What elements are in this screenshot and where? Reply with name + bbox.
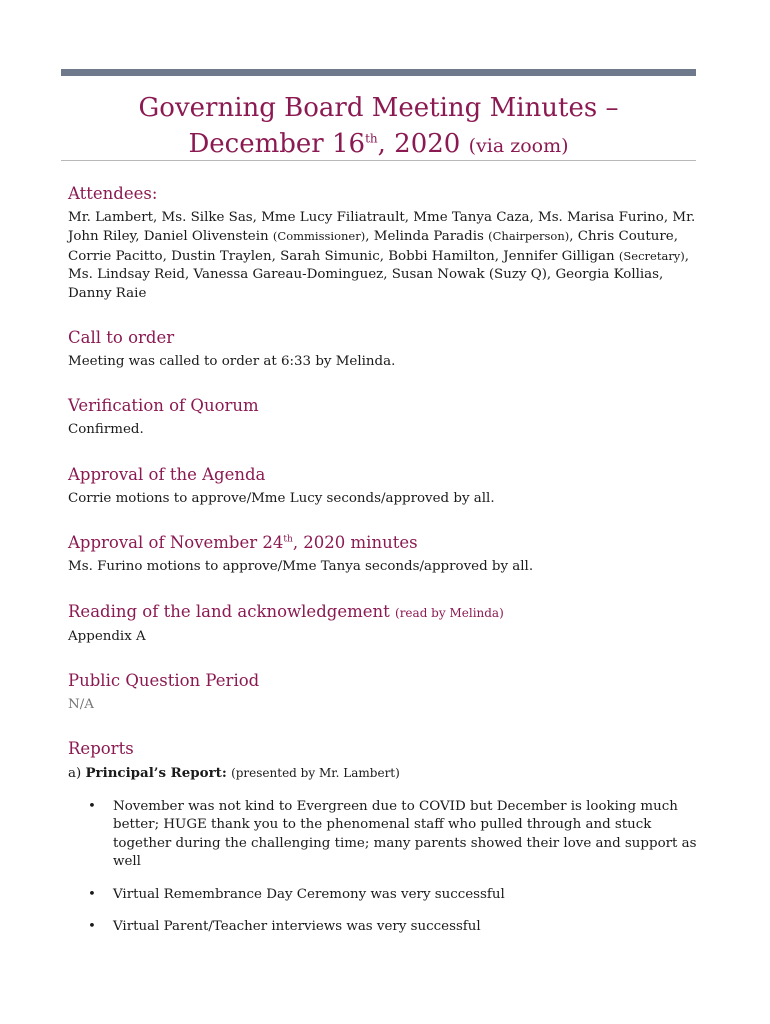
principal-report-line [68,764,704,783]
report-prefix: a) [68,766,82,782]
minutes-heading [68,531,704,555]
list-item [68,798,704,872]
section-call-to-order [68,326,704,371]
reports-heading: Reports [68,739,134,759]
list-item-text: Virtual Remembrance Day Ceremony was very successful [113,886,505,902]
title-year: , 2020 [377,129,461,159]
list-item-text: November was not kind to Evergreen due to COVID but December is looking much better; HUGE thank you to the phenomenal staff who pulled through and stuck together during the challenging time; many parents showed their love and support as well [113,798,697,870]
public-heading: Public Question Period [68,671,260,691]
call-to-order-text: Meeting was called to order at 6:33 by Melinda. [68,354,396,370]
principal-report-title: Principal’s Report: [85,765,227,782]
section-minutes-approval [68,531,704,576]
list-item-text: Virtual Parent/Teacher interviews was very successful [113,918,481,934]
minutes-heading-suffix: th [283,534,293,545]
title-note: (via zoom) [468,135,569,157]
land-text: Appendix A [68,628,146,644]
role-chair: (Chairperson) [488,229,570,244]
attendees-text-1: Mr. Lambert, Ms. Silke Sas, Mme Lucy Filiatrault, Mme Tanya Caza, Ms. Marisa Furino, Mr. John Riley, Daniel Olivenstein [68,210,696,245]
principal-report-note: (presented by Mr. Lambert) [231,766,400,781]
list-item [68,886,704,904]
section-attendees [68,182,704,303]
title-line-1: Governing Board Meeting Minutes – [138,93,619,123]
attendees-heading: Attendees: [68,184,158,203]
bullet-icon: • [88,918,96,934]
agenda-text: Corrie motions to approve/Mme Lucy seconds/approved by all. [68,490,495,506]
land-heading [68,600,704,625]
bullet-icon: • [88,886,96,902]
section-public-question [68,669,704,714]
attendees-list [68,209,704,303]
attendees-text-3: , Chris Couture, Corrie Pacitto, Dustin Traylen, Sarah Simunic, Bobbi Hamilton, Jennifer Gilligan [68,229,678,264]
minutes-text: Ms. Furino motions to approve/Mme Tanya seconds/approved by all. [68,559,534,575]
header-bar [61,69,696,76]
call-to-order-heading: Call to order [68,328,175,348]
quorum-heading: Verification of Quorum [68,396,259,416]
attendees-text-2: , Melinda Paradis [365,229,489,245]
section-quorum [68,394,704,439]
land-heading-note: (read by Melinda) [395,605,504,620]
title-date: December 16 [188,129,366,159]
quorum-text: Confirmed. [68,422,144,438]
section-land-acknowledgement [68,600,704,646]
agenda-heading: Approval of the Agenda [68,464,266,484]
section-agenda [68,463,704,508]
title-divider [61,160,696,161]
role-secretary: (Secretary) [618,248,685,263]
attendees-text-4: , Ms. Lindsay Reid, Vanessa Gareau-Dominguez, Susan Nowak (Suzy Q), Georgia Kollias, Danny Raie [68,248,690,301]
land-heading-text: Reading of the land acknowledgement [68,601,390,621]
principal-report-list [68,798,704,936]
document-body [68,182,704,950]
document-title [61,90,696,164]
minutes-heading-text: Approval of November 24 [68,533,284,553]
section-reports [68,737,704,936]
role-commissioner: (Commissioner) [272,229,366,244]
title-line-2 [61,126,696,164]
bullet-icon: • [88,798,96,814]
public-text: N/A [68,697,94,713]
title-date-suffix: th [365,131,378,146]
list-item [68,918,704,936]
minutes-heading-year: , 2020 minutes [292,533,418,553]
